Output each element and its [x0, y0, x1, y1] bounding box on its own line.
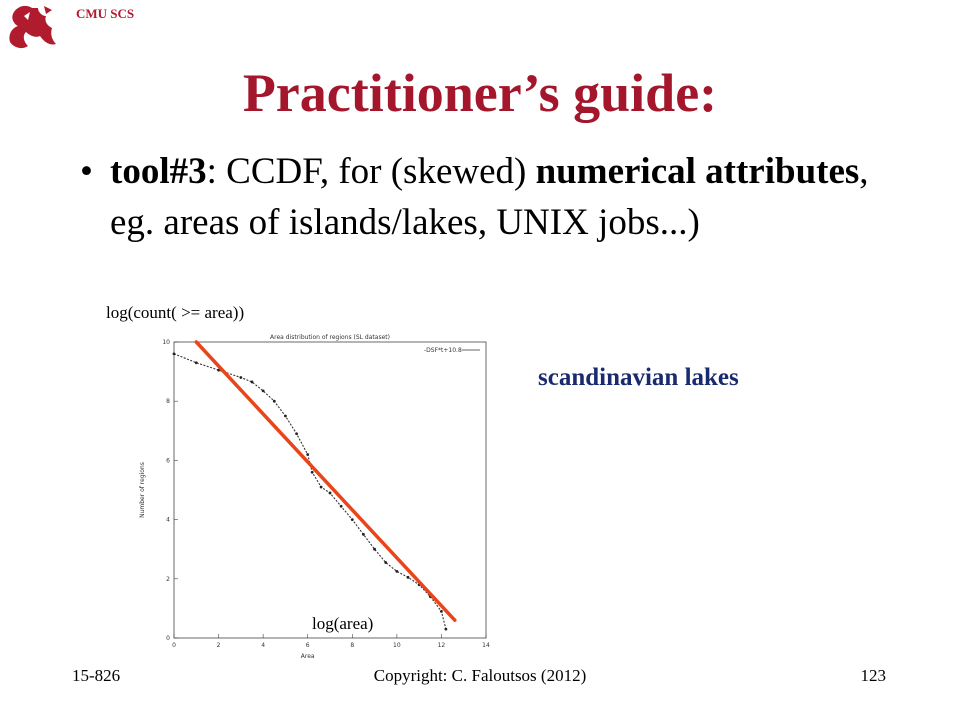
data-series-line — [174, 354, 446, 629]
data-point — [239, 376, 242, 379]
fit-line — [196, 342, 455, 620]
chart-ticks — [162, 339, 490, 649]
x-tick-label: 12 — [437, 642, 446, 649]
plot-frame — [174, 342, 486, 638]
chart-note: scandinavian lakes — [538, 364, 739, 391]
data-point — [195, 361, 198, 364]
data-point — [351, 518, 354, 521]
data-point — [340, 505, 343, 508]
slide-title: Practitioner’s guide: — [242, 63, 718, 123]
footer-copyright: Copyright: C. Faloutsos (2012) — [373, 666, 587, 685]
x-tick-label: 8 — [350, 642, 355, 649]
data-point — [395, 570, 398, 573]
data-point — [262, 389, 265, 392]
y-tick-label: 4 — [166, 516, 170, 524]
x-tick-label: 4 — [261, 642, 266, 649]
data-point — [373, 548, 376, 551]
footer-page-number: 123 — [860, 666, 886, 685]
data-point — [173, 352, 176, 355]
chart-points — [173, 352, 448, 630]
data-point — [444, 628, 447, 631]
y-tick-label: 6 — [166, 457, 170, 465]
data-point — [329, 492, 332, 495]
chart-xlabel: Area — [300, 653, 315, 660]
bullet-bold-prefix: tool#3 — [110, 151, 207, 192]
data-point — [306, 453, 309, 456]
y-tick-label: 0 — [166, 635, 170, 642]
data-point — [251, 381, 254, 384]
chart-axes — [174, 342, 486, 638]
chart-legend: -DSF*t+10.8 — [424, 347, 462, 354]
x-tick-label: 14 — [482, 642, 490, 649]
x-tick-label: 10 — [393, 642, 401, 649]
data-point — [284, 415, 287, 418]
cmu-dragon-logo — [4, 2, 60, 54]
data-point — [384, 561, 387, 564]
bullet-text-part2: , eg. areas of islands/lakes, UNIX jobs...) — [110, 151, 869, 243]
annotation-ylabel: log(count( >= area)) — [106, 303, 245, 322]
y-tick-label: 10 — [162, 339, 170, 346]
data-point — [407, 576, 410, 579]
data-point — [362, 533, 365, 536]
bullet-point — [80, 146, 880, 248]
x-tick-label: 2 — [216, 642, 221, 649]
chart-ylabel: Number of regions — [139, 462, 146, 518]
data-point — [273, 400, 276, 403]
x-tick-label: 6 — [305, 642, 310, 649]
bullet-bold-term: numerical attributes — [535, 151, 860, 192]
data-point — [311, 471, 314, 474]
data-point — [320, 486, 323, 489]
annotation-xlabel: log(area) — [312, 614, 374, 633]
y-tick-label: 2 — [166, 575, 170, 583]
y-tick-label: 8 — [166, 398, 170, 406]
bullet-text — [110, 146, 880, 248]
bullet-text-part1: : CCDF, for (skewed) — [206, 151, 536, 192]
chart-title: Area distribution of regions (SL dataset) — [270, 334, 390, 341]
chart-fit-line-group — [196, 342, 455, 620]
footer-course: 15-826 — [72, 666, 121, 685]
data-point — [295, 432, 298, 435]
x-tick-label: 0 — [172, 642, 176, 649]
header-tag: CMU SCS — [76, 6, 135, 21]
bullet-dot: • — [80, 151, 93, 192]
data-point — [440, 610, 443, 613]
